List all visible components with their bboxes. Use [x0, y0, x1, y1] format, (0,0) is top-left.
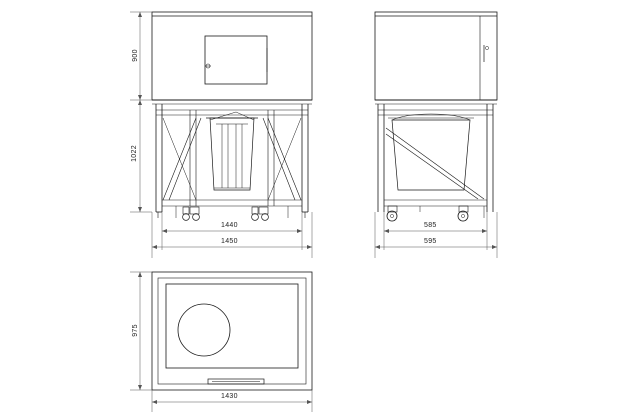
dim-label-front-height-upper: 900 [131, 49, 139, 62]
dim-label-side-width-inner: 585 [424, 222, 437, 229]
dim-label-plan-width: 1430 [221, 393, 238, 400]
side-dimension-lines [375, 212, 497, 258]
dim-label-side-width-outer: 595 [424, 238, 437, 245]
dim-label-front-height-lower: 1022 [130, 145, 138, 162]
top-plan-view [152, 272, 312, 390]
side-elevation-view [375, 12, 497, 221]
dim-label-front-width-outer: 1450 [221, 238, 238, 245]
dim-label-plan-height: 975 [131, 324, 139, 337]
plan-dimension-lines [130, 272, 312, 412]
front-elevation-view [152, 12, 312, 220]
dim-label-front-width-inner: 1440 [221, 222, 238, 229]
